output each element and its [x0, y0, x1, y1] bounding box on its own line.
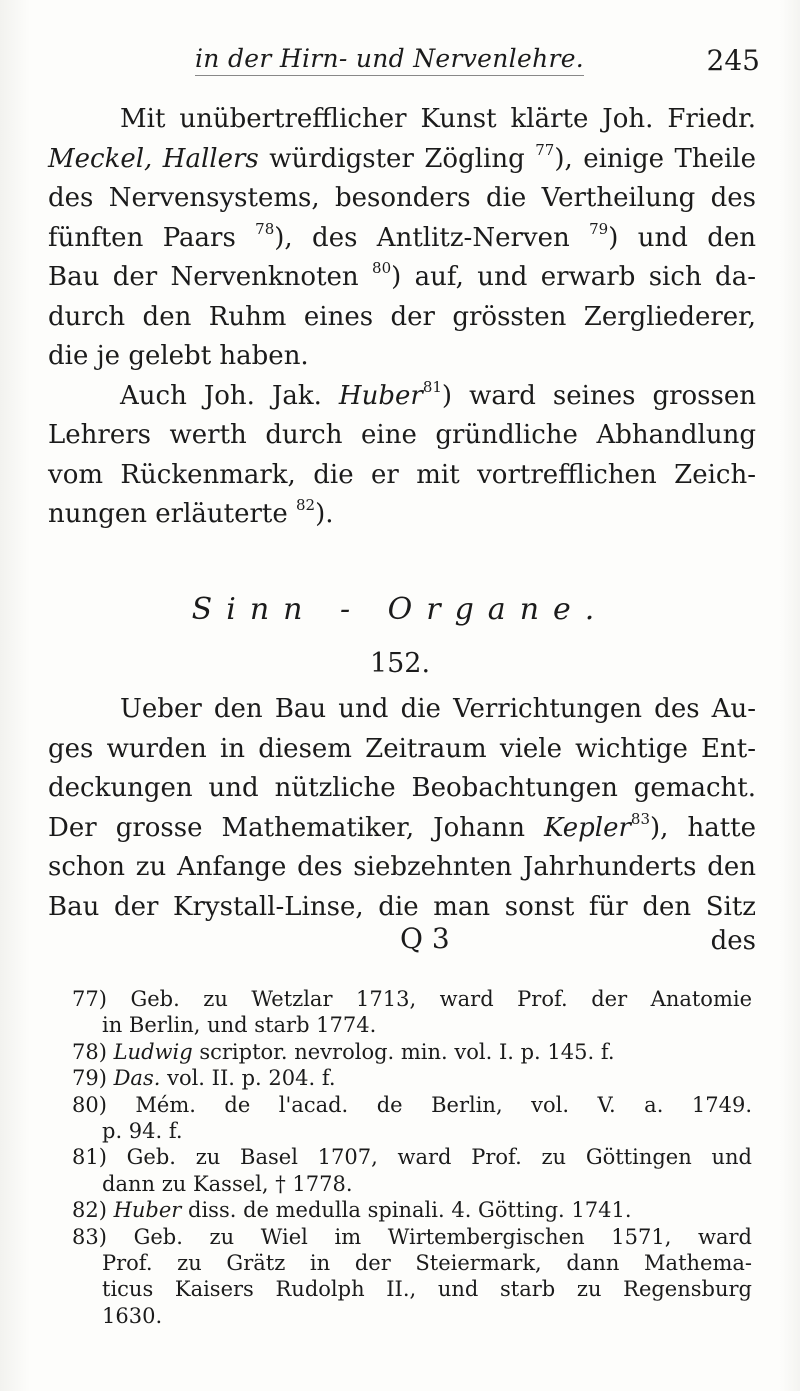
text-span: ) ward seines grossen — [441, 380, 756, 411]
footnote-line: dann zu Kassel, † 1778. — [102, 1171, 353, 1196]
text-span: ), hatte — [650, 812, 756, 843]
text-line — [48, 848, 756, 888]
footnote-83 — [72, 1224, 752, 1330]
abbreviation: Das. — [113, 1066, 161, 1091]
text-span: vol. II. p. 204. f. — [160, 1066, 336, 1091]
footnote-number: 78) — [72, 1039, 114, 1064]
paragraph-kepler — [48, 690, 756, 927]
text-line — [48, 100, 756, 140]
text-line — [48, 495, 756, 535]
footnote-ref: 82 — [296, 496, 316, 514]
footnote-79 — [72, 1065, 752, 1091]
text-span: ) und den — [608, 222, 756, 253]
text-span: Auch Joh. Jak. — [120, 380, 339, 411]
footnote-77 — [72, 986, 752, 1039]
footnote-line: in Berlin, und starb 1774. — [102, 1013, 377, 1038]
paragraph-meckel — [48, 100, 756, 377]
text-span: die je gelebt haben. — [48, 341, 309, 371]
text-span: diss. de medulla spinali. 4. Götting. 1741. — [181, 1198, 632, 1223]
printer-signature: Q 3 — [400, 922, 450, 955]
footnote-line: 77) Geb. zu Wetzlar 1713, ward Prof. der Anatomie — [72, 987, 752, 1011]
person-name: Ludwig — [113, 1039, 193, 1064]
page-number: 245 — [706, 44, 760, 77]
footnote-line — [72, 1065, 752, 1091]
text-line — [48, 690, 756, 730]
footnote-ref: 79 — [589, 219, 609, 238]
text-span: Der grosse Mathematiker, Johann — [48, 812, 545, 843]
text-span: durch den Ruhm eines der grössten Zergliederer, — [48, 301, 756, 332]
paragraph-huber — [48, 377, 756, 535]
section-number: 152. — [369, 648, 431, 679]
signature-row — [48, 922, 756, 962]
text-line — [48, 219, 756, 259]
footnote-line: 83) Geb. zu Wiel im Wirtembergischen 1571, ward — [72, 1224, 752, 1249]
text-line — [48, 377, 756, 417]
footnote-line: 80) Mém. de l'acad. de Berlin, vol. V. a. 1749. — [72, 1092, 752, 1117]
text-span: deckungen und nützliche Beobachtungen gemacht. — [48, 773, 756, 803]
footnote-line: ticus Kaisers Rudolph II., und starb zu Regensburg — [102, 1277, 752, 1302]
footnote-number: 82) — [72, 1198, 114, 1223]
footnote-80 — [72, 1092, 752, 1145]
footnote-ref: 78 — [255, 219, 275, 238]
main-text-block — [48, 100, 756, 535]
footnote-ref: 77 — [535, 140, 555, 159]
text-span: ). — [315, 499, 334, 529]
text-span: ges wurden in diesem Zeitraum viele wichtige Ent- — [48, 733, 756, 764]
footnote-82 — [72, 1197, 752, 1223]
text-line — [48, 769, 756, 809]
text-span: vom Rückenmark, die er mit vortrefflichen Zeich- — [48, 459, 756, 490]
text-span: Mit unübertrefflicher Kunst klärte Joh. Friedr. — [120, 104, 756, 134]
text-line — [48, 456, 756, 496]
footnote-78 — [72, 1039, 752, 1065]
footnote-line: p. 94. f. — [102, 1119, 183, 1144]
footnote-number: 79) — [72, 1066, 114, 1091]
text-line — [48, 258, 756, 298]
footnotes — [72, 986, 752, 1329]
text-line — [48, 416, 756, 456]
footnote-ref: 81 — [422, 377, 442, 396]
footnote-line — [72, 1039, 752, 1065]
text-span: ), des Antlitz-Nerven — [274, 222, 590, 253]
text-line — [48, 140, 756, 180]
text-line — [48, 337, 756, 377]
running-head: in der Hirn- und Nervenlehre. — [195, 44, 584, 76]
text-span: schon zu Anfange des siebzehnten Jahrhunderts den — [48, 852, 756, 882]
page-header — [40, 44, 760, 84]
text-line — [48, 809, 756, 849]
person-name: Kepler — [544, 812, 631, 843]
person-name: Huber — [338, 380, 423, 411]
text-span: Bau der Nervenknoten — [48, 262, 373, 292]
text-span: Ueber den Bau und die Verrichtungen des Au- — [120, 694, 756, 724]
footnote-line: 1630. — [102, 1303, 163, 1328]
footnote-ref: 80 — [372, 259, 392, 277]
footnote-line: Prof. zu Grätz in der Steiermark, dann Mathema- — [102, 1251, 752, 1276]
text-span: Bau der Krystall-Linse, die man sonst für den Sitz — [48, 891, 756, 922]
footnote-line — [72, 1197, 752, 1223]
person-name: Meckel, Hallers — [48, 143, 259, 174]
text-line — [48, 298, 756, 338]
text-span: ) auf, und erwarb sich da- — [391, 262, 756, 292]
text-span: nungen erläuterte — [48, 499, 297, 529]
text-span: scriptor. nevrolog. min. vol. I. p. 145. f. — [192, 1039, 615, 1064]
text-span: fünften Paars — [48, 222, 256, 253]
text-span: Lehrers werth durch eine gründliche Abhandlung — [48, 420, 756, 450]
text-line — [48, 730, 756, 770]
person-name: Huber — [113, 1198, 182, 1223]
footnote-line: 81) Geb. zu Basel 1707, ward Prof. zu Göttingen und — [72, 1145, 752, 1170]
text-span: des Nervensystems, besonders die Vertheilung des — [48, 183, 756, 213]
text-span: würdigster Zögling — [258, 143, 536, 174]
footnote-81 — [72, 1144, 752, 1197]
section-title: Sinn - Organe. — [191, 592, 609, 627]
catchword: des — [710, 926, 756, 956]
text-line — [48, 179, 756, 219]
footnote-ref: 83 — [630, 809, 651, 828]
section-text-block — [48, 690, 756, 927]
text-span: ), einige Theile — [554, 143, 756, 174]
